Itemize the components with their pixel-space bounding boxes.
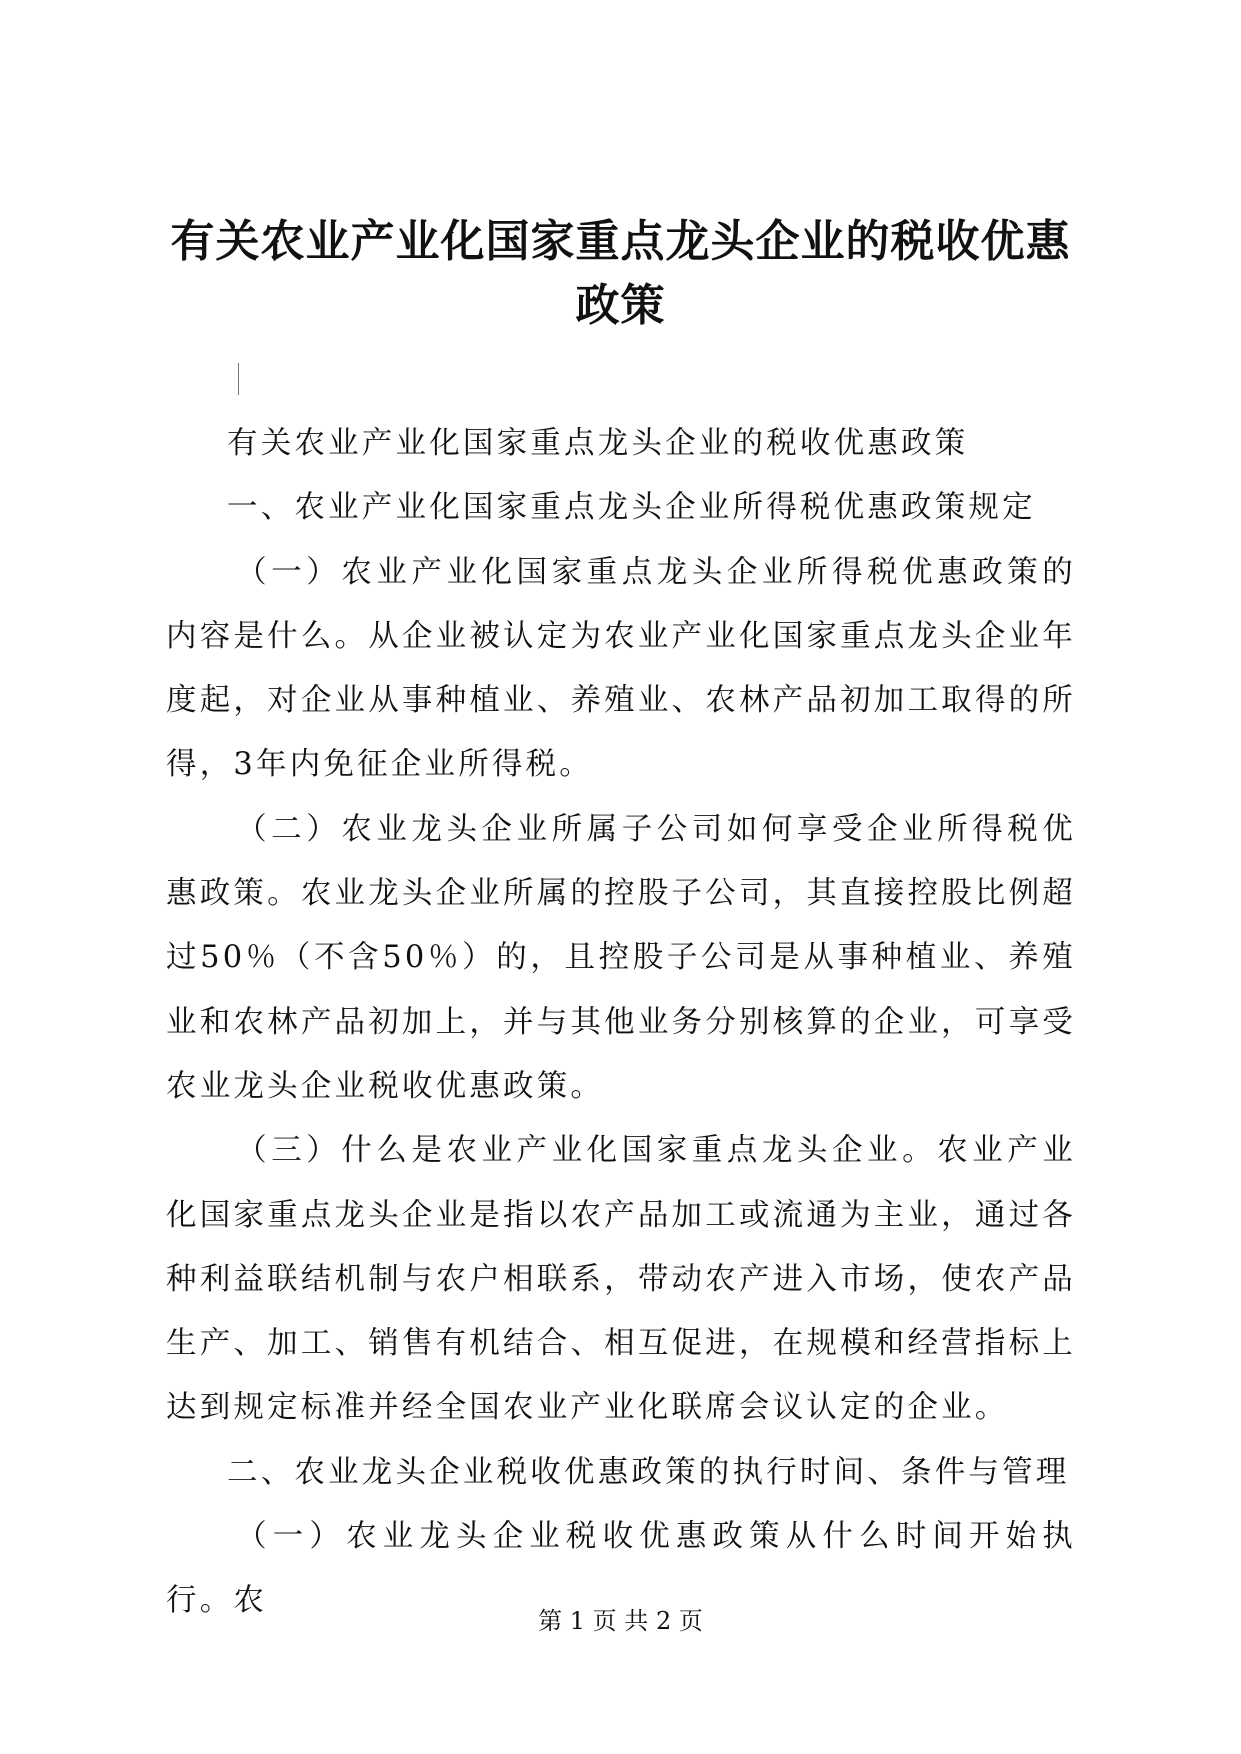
title-line-1: 有关农业产业化国家重点龙头企业的税收优惠 xyxy=(170,216,1071,267)
paragraph-1-2: （二）农业龙头企业所属子公司如何享受企业所得税优惠政策。农业龙头企业所属的控股子公司，其直接控股比例超过50％（不含50％）的，且控股子公司是从事种植业、养殖业和农林产品初加上，并与其他业务分别核算的企业，可享受农业龙头企业税收优惠政策。 xyxy=(166,811,1076,1104)
paragraph-1-3: （三）什么是农业产业化国家重点龙头企业。农业产业化国家重点龙头企业是指以农产品加工或流通为主业，通过各种利益联结机制与农户相联系，带动农产进入市场，使农产品生产、加工、销售有机结合、相互促进，在规模和经营指标上达到规定标准并经全国农业产业化联席会议认定的企业。 xyxy=(166,1133,1076,1426)
section-heading-1: 一、农业产业化国家重点龙头企业所得税优惠政策规定 xyxy=(227,490,1036,526)
page-number-footer: 第 1 页 共 2 页 xyxy=(538,1607,703,1635)
text-cursor xyxy=(238,363,239,395)
document-title xyxy=(120,210,1121,338)
paragraph-1-1: （一）农业产业化国家重点龙头企业所得税优惠政策的内容是什么。从企业被认定为农业产业化国家重点龙头企业年度起，对企业从事种植业、养殖业、农林产品初加工取得的所得，3年内免征企业所得税。 xyxy=(166,554,1076,783)
paragraph-2-1: （一）农业龙头企业税收优惠政策从什么时间开始执行。农 xyxy=(166,1519,1076,1619)
section-heading-2: 二、农业龙头企业税收优惠政策的执行时间、条件与管理 xyxy=(227,1454,1070,1490)
paragraph-heading: 有关农业产业化国家重点龙头企业的税收优惠政策 xyxy=(227,426,969,461)
title-line-2: 政策 xyxy=(575,280,666,331)
document-body xyxy=(166,412,1076,1634)
